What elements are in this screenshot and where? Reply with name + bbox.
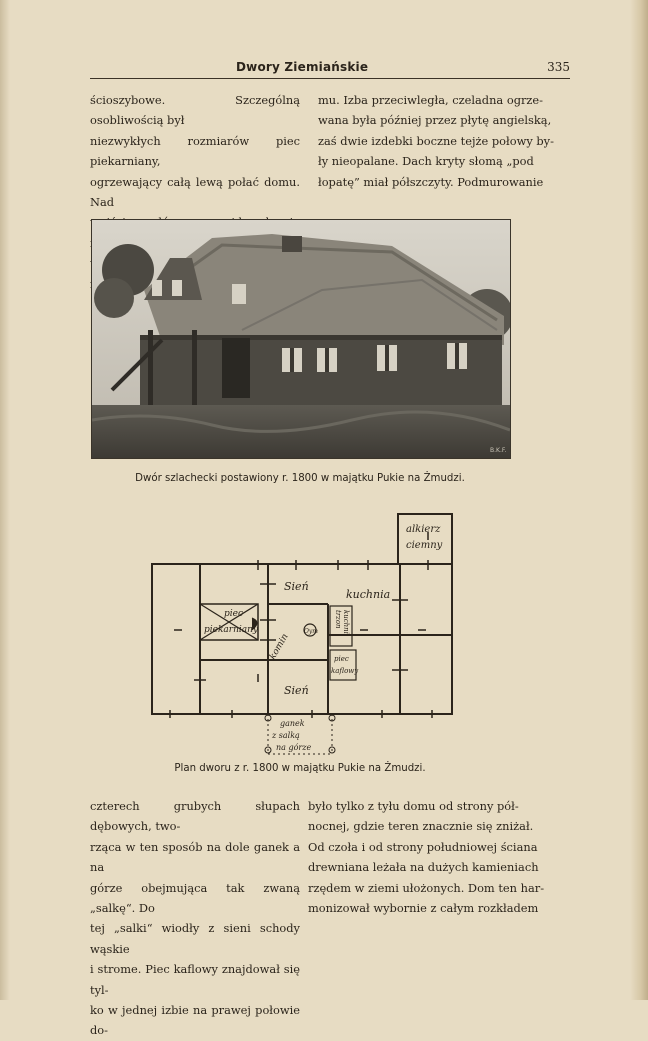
text-line: wana była później przez płytę angielską, [318,113,552,128]
plan-label-ganek: ganek [280,719,305,728]
running-header [90,60,570,80]
text-line: ko w jednej izbie na prawej połowie do- [90,1003,300,1038]
text-line: łopatę” miał półszczyty. Podmurowanie [318,174,544,189]
plan-label-komin: komin [267,632,291,662]
text-line: ścioszybowe. Szczególną osobliwością był [90,93,300,128]
header-title: Dwory Ziemiańskie [236,60,369,74]
text-line: rzędem w ziemi ułożonych. Dom ten har- [308,880,545,895]
text-line: tej „salki“ wiodły z sieni schody wąskie [90,921,300,956]
plan-label-piekarniany: piekarniany [204,625,259,635]
header-rule [90,78,570,79]
page-edge-right [630,0,648,1000]
text-column-top-right [318,90,570,192]
page-number: 335 [547,60,570,74]
plan-label-trzon: trzon [334,610,342,629]
plan-label-piec-kaflowy: piec [334,655,349,663]
plan-label-piec: piec [224,609,244,619]
photo-caption: Dwór szlachecki postawiony r. 1800 w majątku Pukie na Żmudzi. [135,473,465,484]
plan-label-z-salka: z salką [272,731,300,740]
text-column-bottom-right [308,796,570,918]
text-line: drewniana leżała na dużych kamieniach [308,860,539,875]
text-line: czterech grubych słupach dębowych, two- [90,799,300,834]
floor-plan [148,510,464,755]
plan-label-sien-top: Sień [284,580,309,593]
plan-label-kaflowy: kaflowy [331,667,359,675]
text-line: i strome. Piec kaflowy znajdował się tyl- [90,962,300,997]
text-line: nocnej, gdzie teren znacznie się zniżał. [308,819,534,834]
floor-plan-drawing [148,510,464,755]
text-line: monizował wybornie z całym rozkładem [308,901,539,916]
text-line: zaś dwie izdebki boczne tejże połowy by- [318,133,554,148]
text-line: Od czoła i od strony południowej ściana [308,839,538,854]
plan-label-alkierz: alkierz [406,524,441,535]
text-line: ogrzewający całą lewą połać domu. Nad [90,174,300,210]
text-column-bottom-left [90,796,300,1041]
plan-caption: Plan dworu z r. 1800 w majątku Pukie na Żmudzi. [174,763,426,774]
text-line: było tylko z tyłu domu od strony pół- [308,799,519,813]
plan-label-kuchnia: kuchnia [346,588,391,601]
text-line: niezwykłych rozmiarów piec piekarniany, [90,133,300,169]
text-line: rząca w ten sposób na dole ganek a na [90,839,300,875]
manor-house-illustration [92,220,510,458]
photo-signature: B.K.F. [490,447,507,454]
plan-label-sien-bottom: Sień [284,684,309,697]
text-line: górze obejmująca tak zwaną „salkę“. Do [90,880,300,916]
text-line: mu. Izba przeciwległa, czeladna ogrze- [318,93,544,107]
text-line: ły nieopalane. Dach kryty słomą „pod [318,154,534,169]
plan-label-ciemny: ciemny [406,540,443,551]
plan-label-oym: Oym [304,628,318,635]
page-edge-left [0,0,10,1000]
plan-label-na-gorze: na górze [276,743,312,752]
manor-house-photo [91,219,511,459]
plan-label-kuchni: kuchni [342,610,350,634]
